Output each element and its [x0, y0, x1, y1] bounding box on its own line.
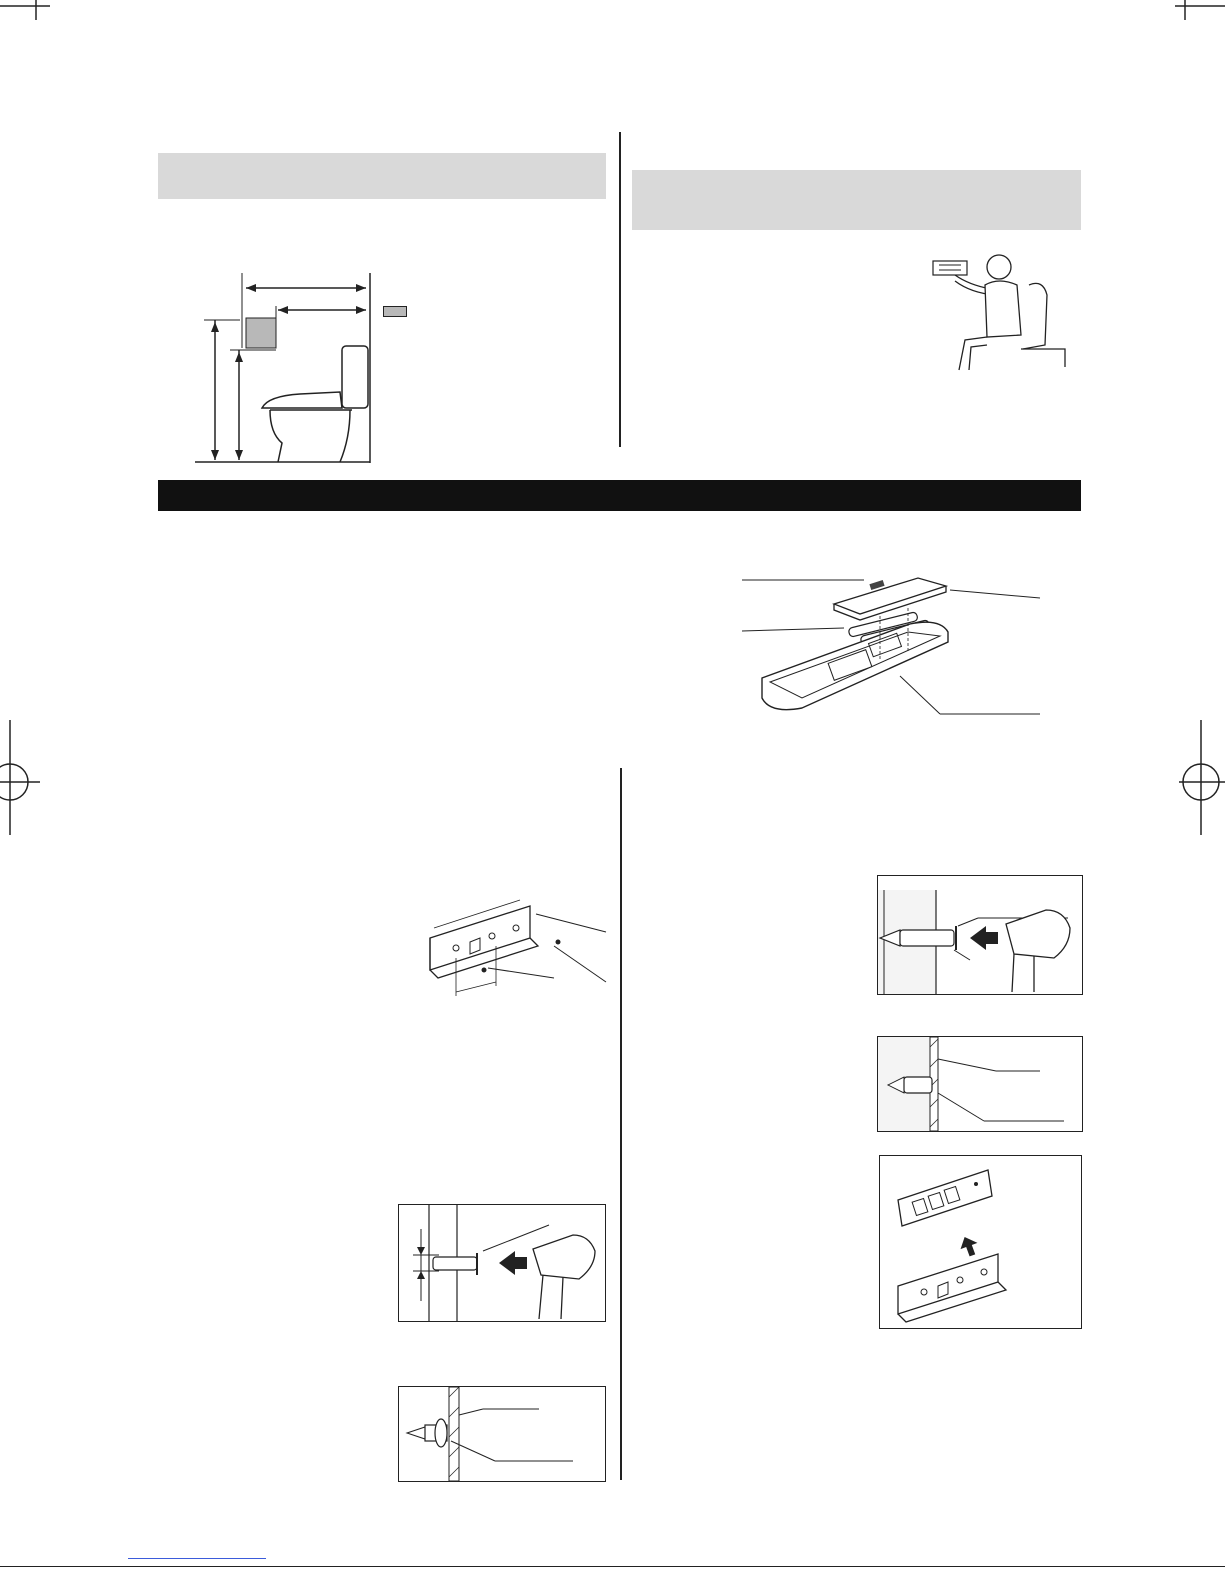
- registration-mark-left: [0, 720, 50, 840]
- concrete-anchor-hammer-figure: [877, 875, 1083, 995]
- section-header-main: [158, 480, 1081, 511]
- legend-swatch: [383, 306, 407, 317]
- column-divider-bottom: [620, 768, 622, 1480]
- section-header-right: [632, 170, 1081, 230]
- concrete-anchor-installed-diagram: [878, 1037, 1082, 1131]
- concrete-anchor-hammer-diagram: [878, 876, 1082, 994]
- crop-mark-top-left: [0, 0, 60, 40]
- concrete-anchor-installed-figure: [877, 1036, 1083, 1132]
- wall-bracket-diagram: [420, 898, 610, 1003]
- remote-mount-figure: [879, 1155, 1082, 1329]
- toilet-clearance-diagram: [190, 268, 420, 468]
- screw-anchor-figure: [398, 1386, 606, 1482]
- anchor-hammer-figure: [398, 1204, 606, 1322]
- remote-battery-exploded-diagram: [740, 568, 1050, 728]
- screw-in-anchor-diagram: [399, 1387, 605, 1481]
- registration-mark-right: [1175, 720, 1225, 840]
- footer-link-underline: [128, 1558, 266, 1559]
- crop-mark-top-right: [1165, 0, 1225, 40]
- remote-mount-diagram: [880, 1156, 1081, 1328]
- footer-rule: [0, 1566, 1225, 1567]
- column-divider-top: [619, 132, 621, 447]
- section-header-left: [158, 153, 606, 199]
- person-using-remote-illustration: [925, 245, 1075, 375]
- anchor-hammer-diagram: [399, 1205, 605, 1321]
